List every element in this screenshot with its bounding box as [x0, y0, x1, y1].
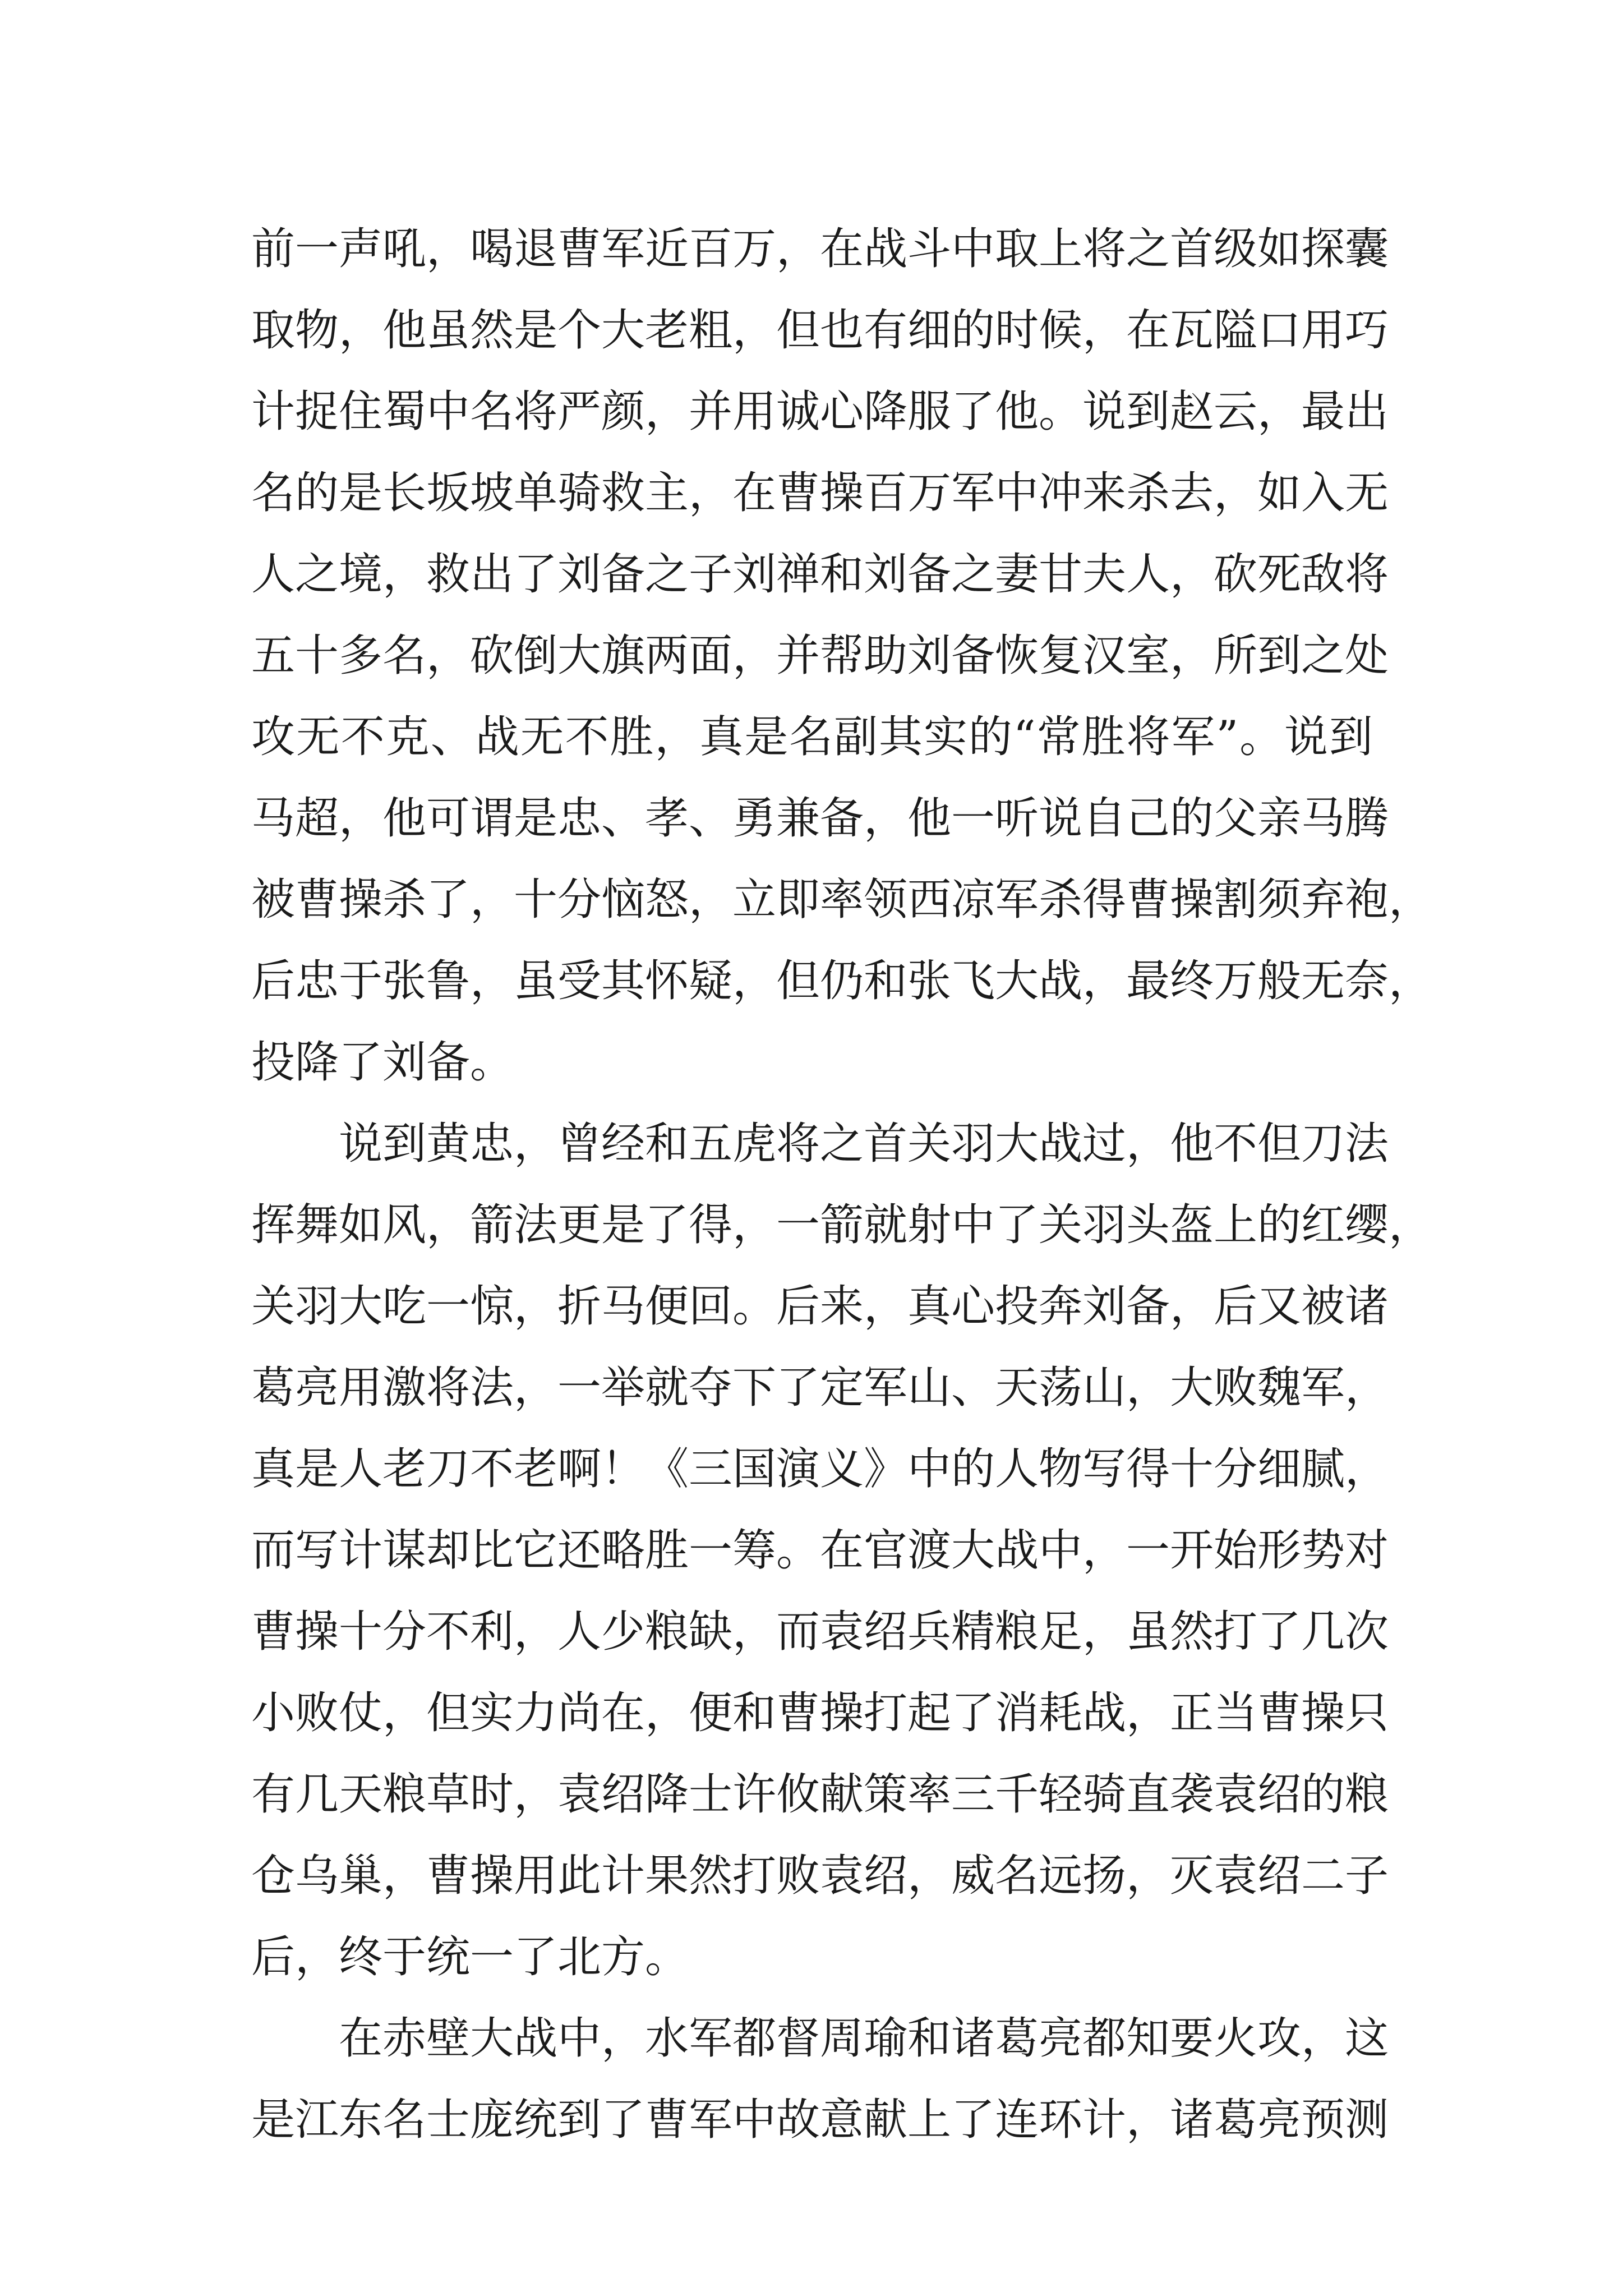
text-line: 前一声吼，喝退曹军近百万，在战斗中取上将之首级如探囊: [251, 224, 1389, 274]
text-line: 小败仗，但实力尚在，便和曹操打起了消耗战，正当曹操只: [251, 1688, 1389, 1738]
text-line: 后忠于张鲁，虽受其怀疑，但仍和张飞大战，最终万般无奈，: [251, 956, 1433, 1006]
text-line: 五十多名，砍倒大旗两面，并帮助刘备恢复汉室，所到之处: [251, 631, 1389, 681]
text-line: 真是人老刀不老啊！《三国演义》中的人物写得十分细腻，: [251, 1444, 1389, 1494]
text-line: 曹操十分不利，人少粮缺，而袁绍兵精粮足，虽然打了几次: [251, 1607, 1389, 1657]
text-line: 有几天粮草时，袁绍降士许攸献策率三千轻骑直袭袁绍的粮: [251, 1769, 1389, 1820]
text-line: 取物，他虽然是个大老粗，但也有细的时候，在瓦隘口用巧: [251, 305, 1389, 356]
text-line: 马超，他可谓是忠、孝、勇兼备，他一听说自己的父亲马腾: [251, 793, 1389, 844]
paragraph-start: 在赤壁大战中，水军都督周瑜和诸葛亮都知要火攻，这: [339, 2013, 1389, 2064]
text-line: 投降了刘备。: [251, 1037, 514, 1088]
text-line: 攻无不克、战无不胜，真是名副其实的“常胜将军”。说到: [251, 712, 1373, 762]
text-line: 葛亮用激将法，一举就夺下了定军山、天荡山，大败魏军，: [251, 1363, 1389, 1413]
text-line: 仓乌巢，曹操用此计果然打败袁绍，威名远扬，灭袁绍二子: [251, 1851, 1389, 1901]
text-line: 挥舞如风，箭法更是了得，一箭就射中了关羽头盔上的红缨，: [251, 1200, 1433, 1250]
body-text: [251, 209, 1433, 2161]
text-line: 是江东名士庞统到了曹军中故意献上了连环计，诸葛亮预测: [251, 2095, 1389, 2145]
text-line: 被曹操杀了，十分恼怒，立即率领西凉军杀得曹操割须弃袍，: [251, 875, 1433, 925]
paragraph-start: 说到黄忠，曾经和五虎将之首关羽大战过，他不但刀法: [339, 1119, 1389, 1169]
text-line: 关羽大吃一惊，折马便回。后来，真心投奔刘备，后又被诸: [251, 1281, 1389, 1332]
text-line: 而写计谋却比它还略胜一筹。在官渡大战中，一开始形势对: [251, 1525, 1389, 1576]
text-line: 后，终于统一了北方。: [251, 1932, 689, 1982]
text-line: 计捉住蜀中名将严颜，并用诚心降服了他。说到赵云，最出: [251, 386, 1389, 437]
text-line: 名的是长坂坡单骑救主，在曹操百万军中冲来杀去，如入无: [251, 468, 1389, 518]
text-line: 人之境，救出了刘备之子刘禅和刘备之妻甘夫人，砍死敌将: [251, 549, 1389, 600]
